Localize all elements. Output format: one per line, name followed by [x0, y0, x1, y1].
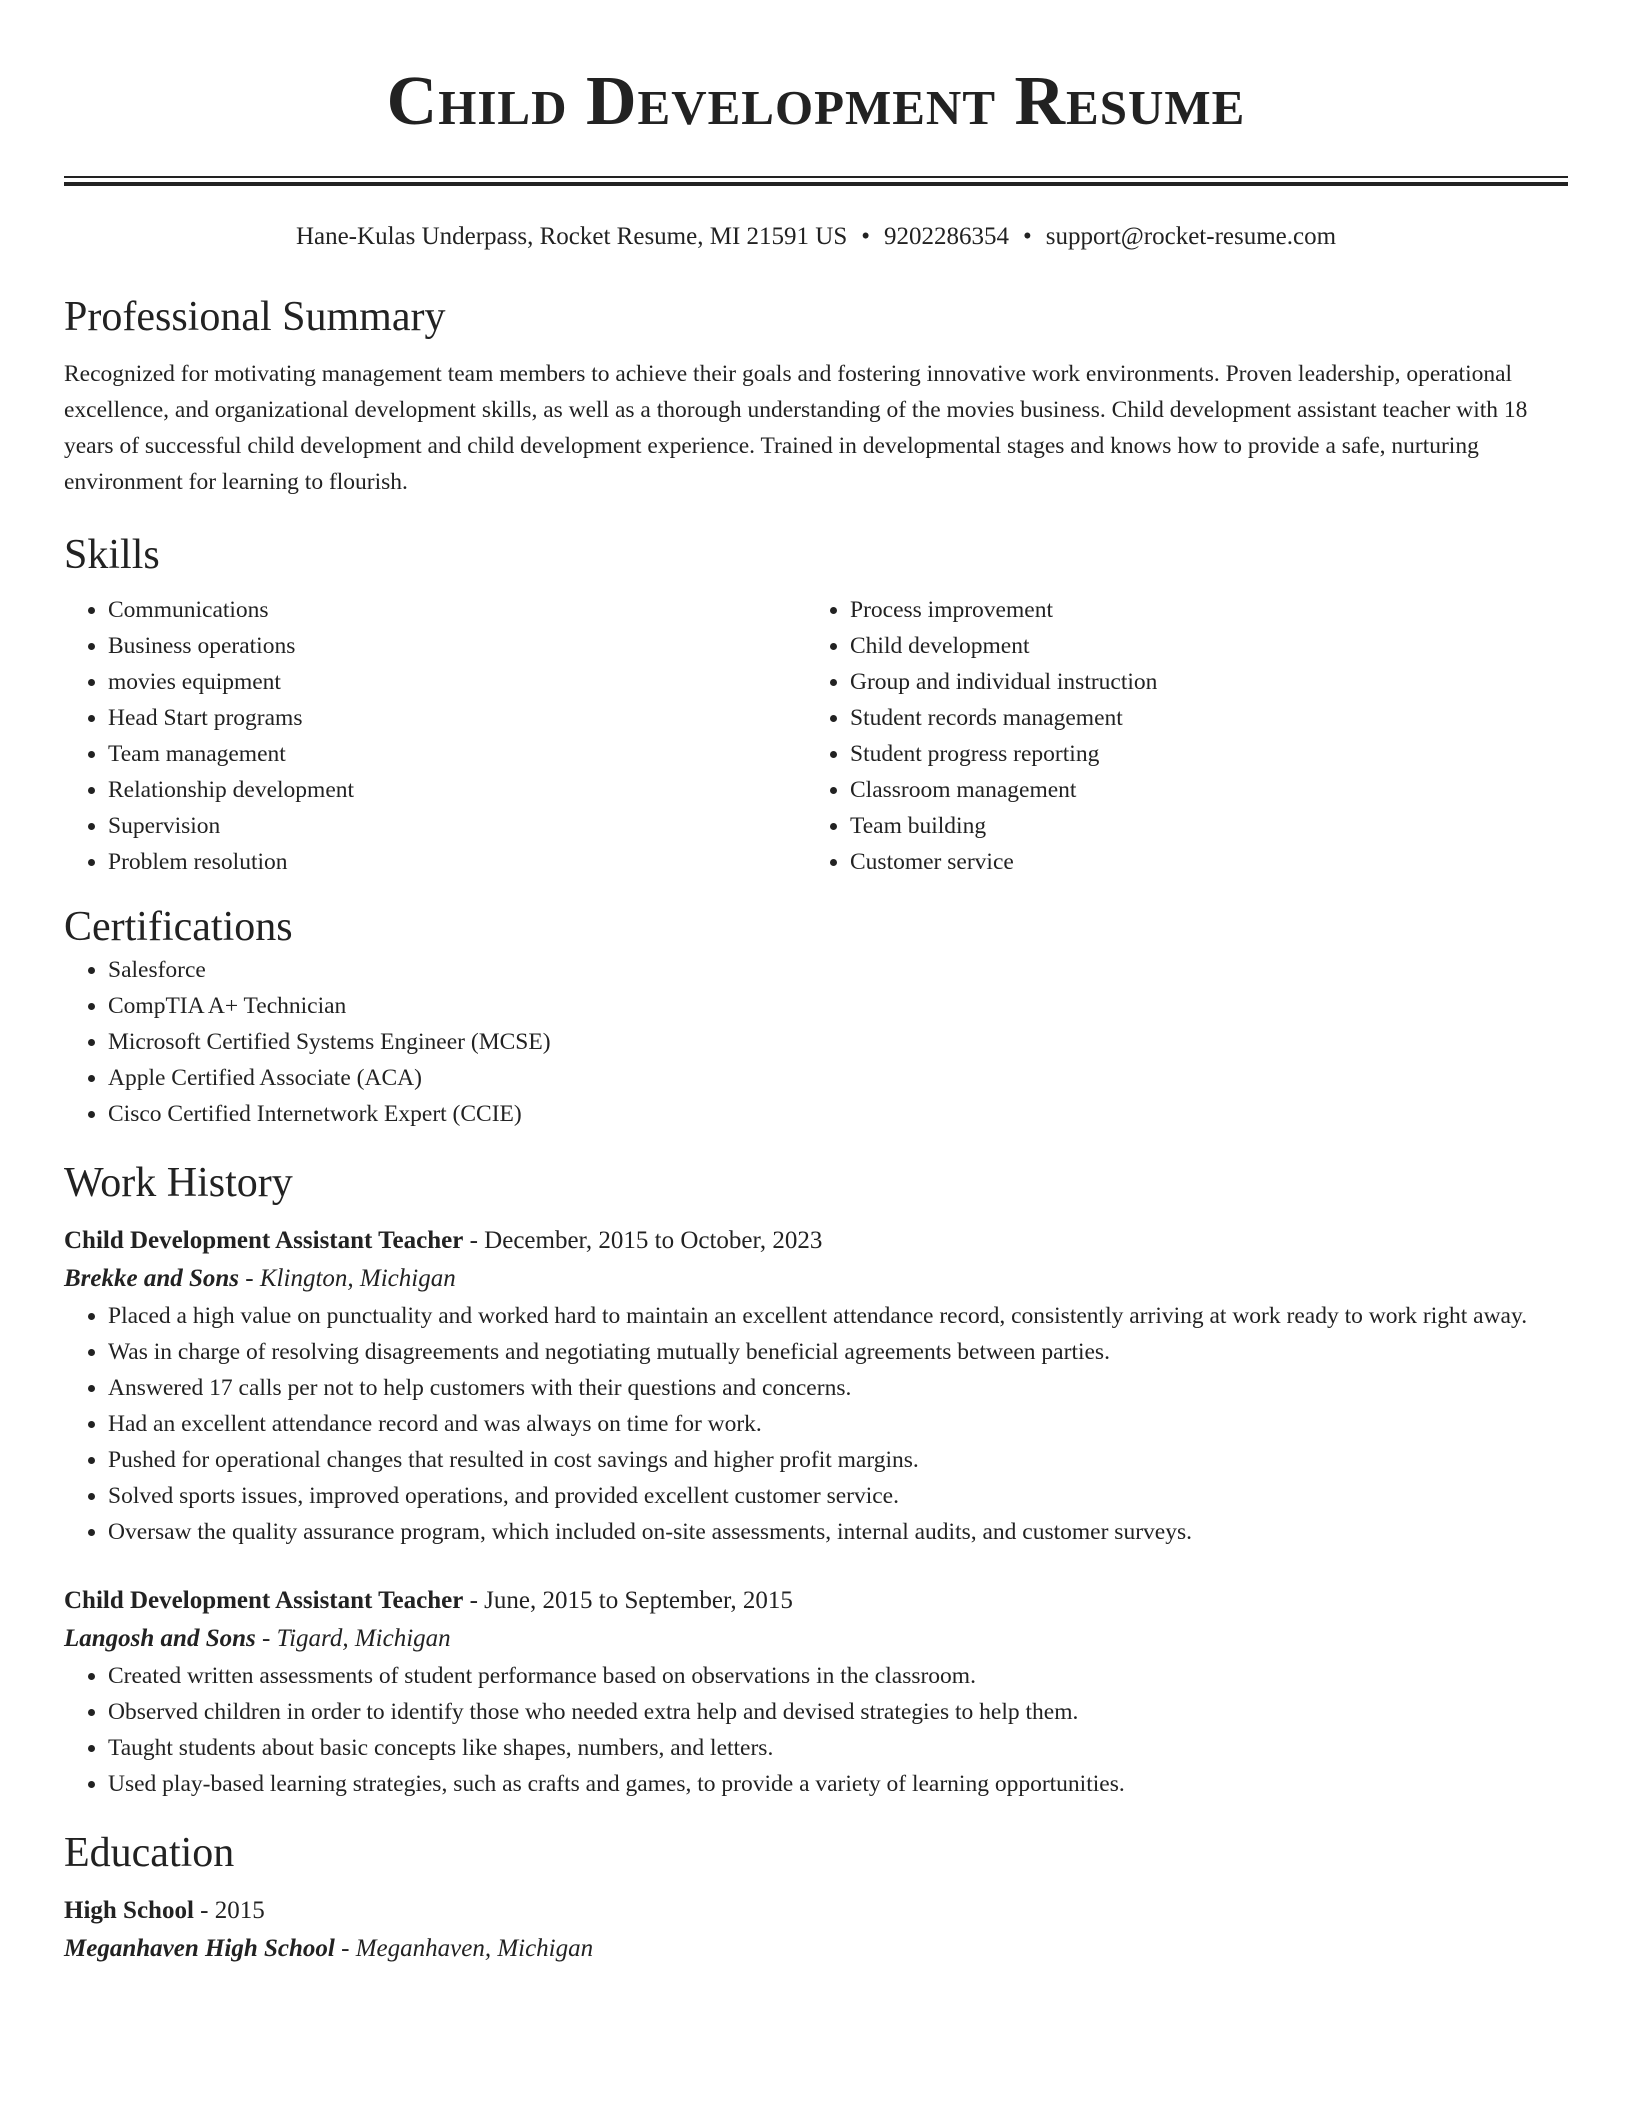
job-entry [64, 1222, 1568, 1550]
contact-email: support@rocket-resume.com [1045, 223, 1337, 250]
job-title: Child Development Assistant Teacher [64, 1227, 464, 1254]
skills-list-left [64, 592, 806, 880]
skill-item: • Relationship development [108, 772, 806, 808]
title-divider [64, 176, 1568, 186]
certification-item: • Microsoft Certified Systems Engineer (MCSE) [108, 1024, 1568, 1060]
contact-phone: 9202286354 [884, 223, 1009, 250]
summary-heading: Professional Summary [64, 294, 446, 340]
job-duty-item: • Was in charge of resolving disagreements and negotiating mutually beneficial agreements between parties. [108, 1334, 1568, 1370]
skill-item: • movies equipment [108, 664, 806, 700]
skill-item: • Student records management [850, 700, 1548, 736]
certifications-heading: Certifications [64, 904, 293, 950]
contact-separator: • [1023, 223, 1032, 250]
job-company-line [64, 1620, 1568, 1658]
job-title-line [64, 1582, 1568, 1620]
education-location: - Meganhaven, Michigan [334, 1935, 594, 1962]
certification-item: • Cisco Certified Internetwork Expert (CCIE) [108, 1096, 1568, 1132]
job-duty-item: • Observed children in order to identify those who needed extra help and devised strategies to help them. [108, 1694, 1568, 1730]
contact-separator: • [861, 223, 870, 250]
job-duty-item: • Taught students about basic concepts like shapes, numbers, and letters. [108, 1730, 1568, 1766]
job-entry [64, 1582, 1568, 1802]
job-title: Child Development Assistant Teacher [64, 1587, 464, 1614]
education-year: - 2015 [193, 1897, 265, 1924]
skill-item: • Head Start programs [108, 700, 806, 736]
skills-heading: Skills [64, 532, 160, 578]
skill-item: • Problem resolution [108, 844, 806, 880]
job-duty-item: • Pushed for operational changes that resulted in cost savings and higher profit margins. [108, 1442, 1568, 1478]
job-company-line [64, 1260, 1568, 1298]
certification-item: • CompTIA A+ Technician [108, 988, 1568, 1024]
job-location: - Tigard, Michigan [255, 1625, 451, 1652]
job-duty-item: • Oversaw the quality assurance program, which included on-site assessments, internal audits, and customer surveys. [108, 1514, 1568, 1550]
page-title: Child Development Resume [386, 63, 1246, 140]
skill-item: • Business operations [108, 628, 806, 664]
job-duty-item: • Used play-based learning strategies, such as crafts and games, to provide a variety of learning opportunities. [108, 1766, 1568, 1802]
job-duties-list [64, 1658, 1568, 1802]
education-heading: Education [64, 1830, 235, 1876]
summary-text: Recognized for motivating management team members to achieve their goals and fostering innovative work environments. Proven leadership, operational excellence, and organizational development skills, as well as a thorough understanding of the movies business. Child development assistant teacher with 18 years of successful child development and child development experience. Trained in developmental stages and knows how to provide a safe, nurturing environment for learning to flourish. [64, 361, 1528, 495]
job-duty-item: • Had an excellent attendance record and was always on time for work. [108, 1406, 1568, 1442]
skill-item: • Team building [850, 808, 1548, 844]
job-company: Langosh and Sons [64, 1625, 256, 1652]
education-school-line [64, 1930, 1568, 1968]
work-history-heading: Work History [64, 1160, 293, 1206]
job-duty-item: • Created written assessments of student performance based on observations in the classroom. [108, 1658, 1568, 1694]
skill-item: • Group and individual instruction [850, 664, 1548, 700]
skill-item: • Student progress reporting [850, 736, 1548, 772]
job-dates: - June, 2015 to September, 2015 [463, 1587, 793, 1614]
job-dates: - December, 2015 to October, 2023 [463, 1227, 823, 1254]
skill-item: • Customer service [850, 844, 1548, 880]
skill-item: • Communications [108, 592, 806, 628]
skill-item: • Team management [108, 736, 806, 772]
education-school: Meganhaven High School [64, 1935, 335, 1962]
job-duties-list [64, 1298, 1568, 1550]
skill-item: • Supervision [108, 808, 806, 844]
skills-grid [64, 592, 1568, 880]
certification-item: • Apple Certified Associate (ACA) [108, 1060, 1568, 1096]
job-duty-item: • Answered 17 calls per not to help customers with their questions and concerns. [108, 1370, 1568, 1406]
contact-line [64, 222, 1568, 252]
skill-item: • Process improvement [850, 592, 1548, 628]
education-degree: High School [64, 1897, 194, 1924]
job-company: Brekke and Sons [64, 1265, 240, 1292]
skill-item: • Child development [850, 628, 1548, 664]
job-title-line [64, 1222, 1568, 1260]
job-duty-item: • Solved sports issues, improved operations, and provided excellent customer service. [108, 1478, 1568, 1514]
skill-item: • Classroom management [850, 772, 1548, 808]
job-duty-item: • Placed a high value on punctuality and worked hard to maintain an excellent attendance record, consistently arriving at work ready to work right away. [108, 1298, 1568, 1334]
skills-list-right [806, 592, 1548, 880]
education-degree-line [64, 1892, 1568, 1930]
certification-item: • Salesforce [108, 952, 1568, 988]
contact-address: Hane-Kulas Underpass, Rocket Resume, MI 21591 US [295, 223, 848, 250]
job-location: - Klington, Michigan [239, 1265, 456, 1292]
certifications-list [64, 952, 1568, 1132]
